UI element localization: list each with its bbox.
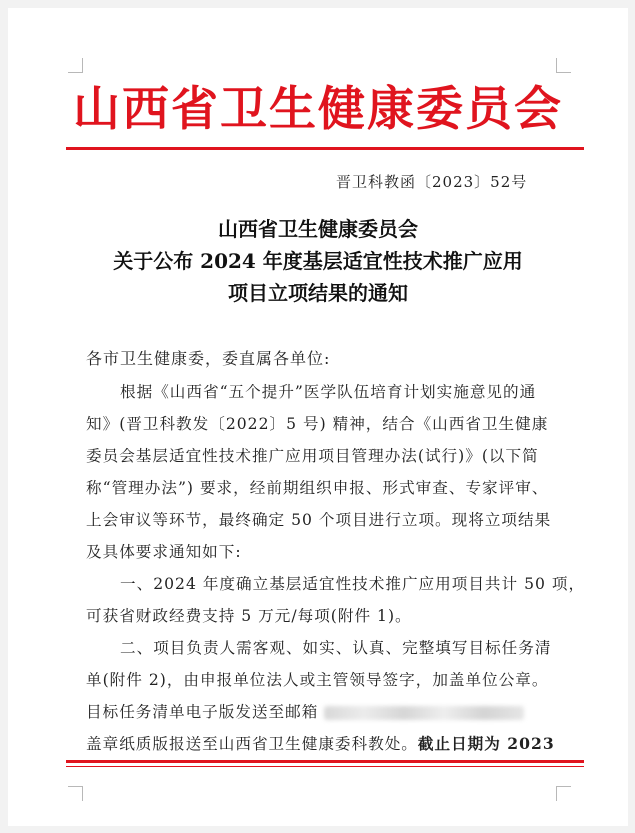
body-line: 一、2024 年度确立基层适宜性技术推广应用项目共计 50 项，	[120, 575, 586, 593]
email-line	[86, 700, 524, 722]
body-line: 可获省财政经费支持 5 万元/每项(附件 1)。	[86, 607, 412, 625]
org-header: 山西省卫生健康委员会	[73, 82, 563, 137]
deadline-line	[86, 732, 555, 754]
title-line-2: 关于公布 2024 年度基层适宜性技术推广应用	[113, 249, 523, 273]
body-line: 委员会基层适宜性技术推广应用项目管理办法(试行)》(以下简	[86, 447, 539, 465]
crop-mark-top-right	[556, 58, 571, 73]
body-line: 根据《山西省“五个提升”医学队伍培育计划实施意见的通	[120, 383, 537, 401]
footer-red-rule-thin	[66, 766, 584, 767]
title-line-1: 山西省卫生健康委员会	[218, 217, 418, 241]
body-line: 单(附件 2)，由申报单位法人或主管领导签字，加盖单位公章。	[86, 671, 549, 689]
crop-mark-bottom-left	[68, 786, 83, 801]
title-line-3: 项目立项结果的通知	[228, 281, 408, 305]
salutation: 各市卫生健康委，委直属各单位:	[86, 349, 331, 368]
body-line: 二、项目负责人需客观、如实、认真、完整填写目标任务清	[120, 639, 552, 657]
crop-mark-top-left	[68, 58, 83, 73]
body-line: 及具体要求通知如下:	[86, 543, 242, 561]
submission-text: 盖章纸质版报送至山西省卫生健康委科教处。	[86, 735, 418, 753]
body-line: 知》(晋卫科教发〔2022〕5 号) 精神，结合《山西省卫生健康	[86, 415, 549, 433]
document-page	[8, 8, 628, 826]
header-red-rule	[66, 147, 584, 150]
deadline-text: 截止日期为 2023	[417, 734, 555, 753]
body-line: 称“管理办法”) 要求，经前期组织申报、形式审查、专家评审、	[86, 479, 549, 497]
footer-red-rule-thick	[66, 760, 584, 763]
document-number: 晋卫科教函〔2023〕52号	[336, 173, 528, 191]
crop-mark-bottom-right	[556, 786, 571, 801]
redacted-email	[324, 706, 524, 720]
body-line: 上会审议等环节，最终确定 50 个项目进行立项。现将立项结果	[86, 511, 552, 529]
email-line-text: 目标任务清单电子版发送至邮箱	[86, 703, 319, 721]
